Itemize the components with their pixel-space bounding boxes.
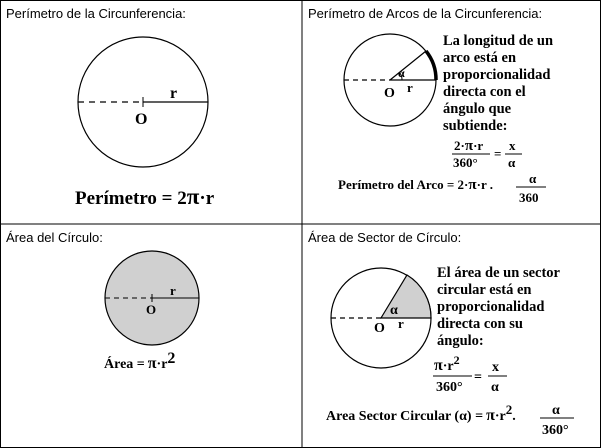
result-numerator: α [529,171,537,186]
radius-label: r [407,80,413,95]
fraction-left-denominator: 360° [453,155,478,170]
angle-ray [390,51,426,80]
area-formula: Área = π·r2 [104,350,176,372]
result-numerator: α [552,403,560,418]
result-denominator: 360° [542,423,569,438]
fraction-right-denominator: α [508,155,516,170]
center-label: O [384,86,395,101]
panel-perimeter [0,0,302,224]
fraction-left-numerator: 2·π·r [454,138,484,154]
sector-statement: El área de un sector circular está en proporcionalidad directa con su ángulo: [437,265,560,349]
panel-title: Área del Círculo: [6,230,103,245]
panel-area [0,224,302,448]
radius-label: r [170,85,178,102]
fraction-right-denominator: α [491,380,499,395]
angle-label: α [398,66,405,80]
panel-sector [302,224,601,448]
perimeter-formula: Perímetro = 2π·r [75,184,215,209]
panel-title: Área de Sector de Círculo: [308,230,462,245]
center-label: O [135,111,148,128]
fraction-right-numerator: x [509,138,516,153]
fraction-left-denominator: 360° [436,380,463,395]
panel-title: Perímetro de la Circunferencia: [6,6,186,21]
center-label: O [146,302,157,317]
equals-sign: = [474,370,482,385]
sector [381,275,431,318]
panel-title: Perímetro de Arcos de la Circunferencia: [308,6,543,21]
center-label: O [374,321,385,336]
sector-result-formula: Area Sector Circular (α) = π·r2. [326,402,516,424]
equals-sign: = [494,146,502,161]
fraction-left-numerator: π·r2 [434,353,460,374]
radius-label: r [398,316,404,331]
angle-label: α [390,303,398,318]
sector-diagram [302,224,601,448]
area-diagram [0,224,302,448]
arc-result-formula: Perímetro del Arco = 2·π·r . [338,177,493,193]
fraction-right-numerator: x [492,360,499,375]
highlighted-arc [426,51,436,80]
radius-label: r [170,283,176,298]
perimeter-diagram [0,0,302,224]
panel-arc [302,0,601,224]
arc-statement: La longitud de un arco está en proporcionalidad directa con el ángulo que subtiende: [443,33,554,134]
result-denominator: 360 [519,190,539,205]
arc-diagram [302,0,601,224]
